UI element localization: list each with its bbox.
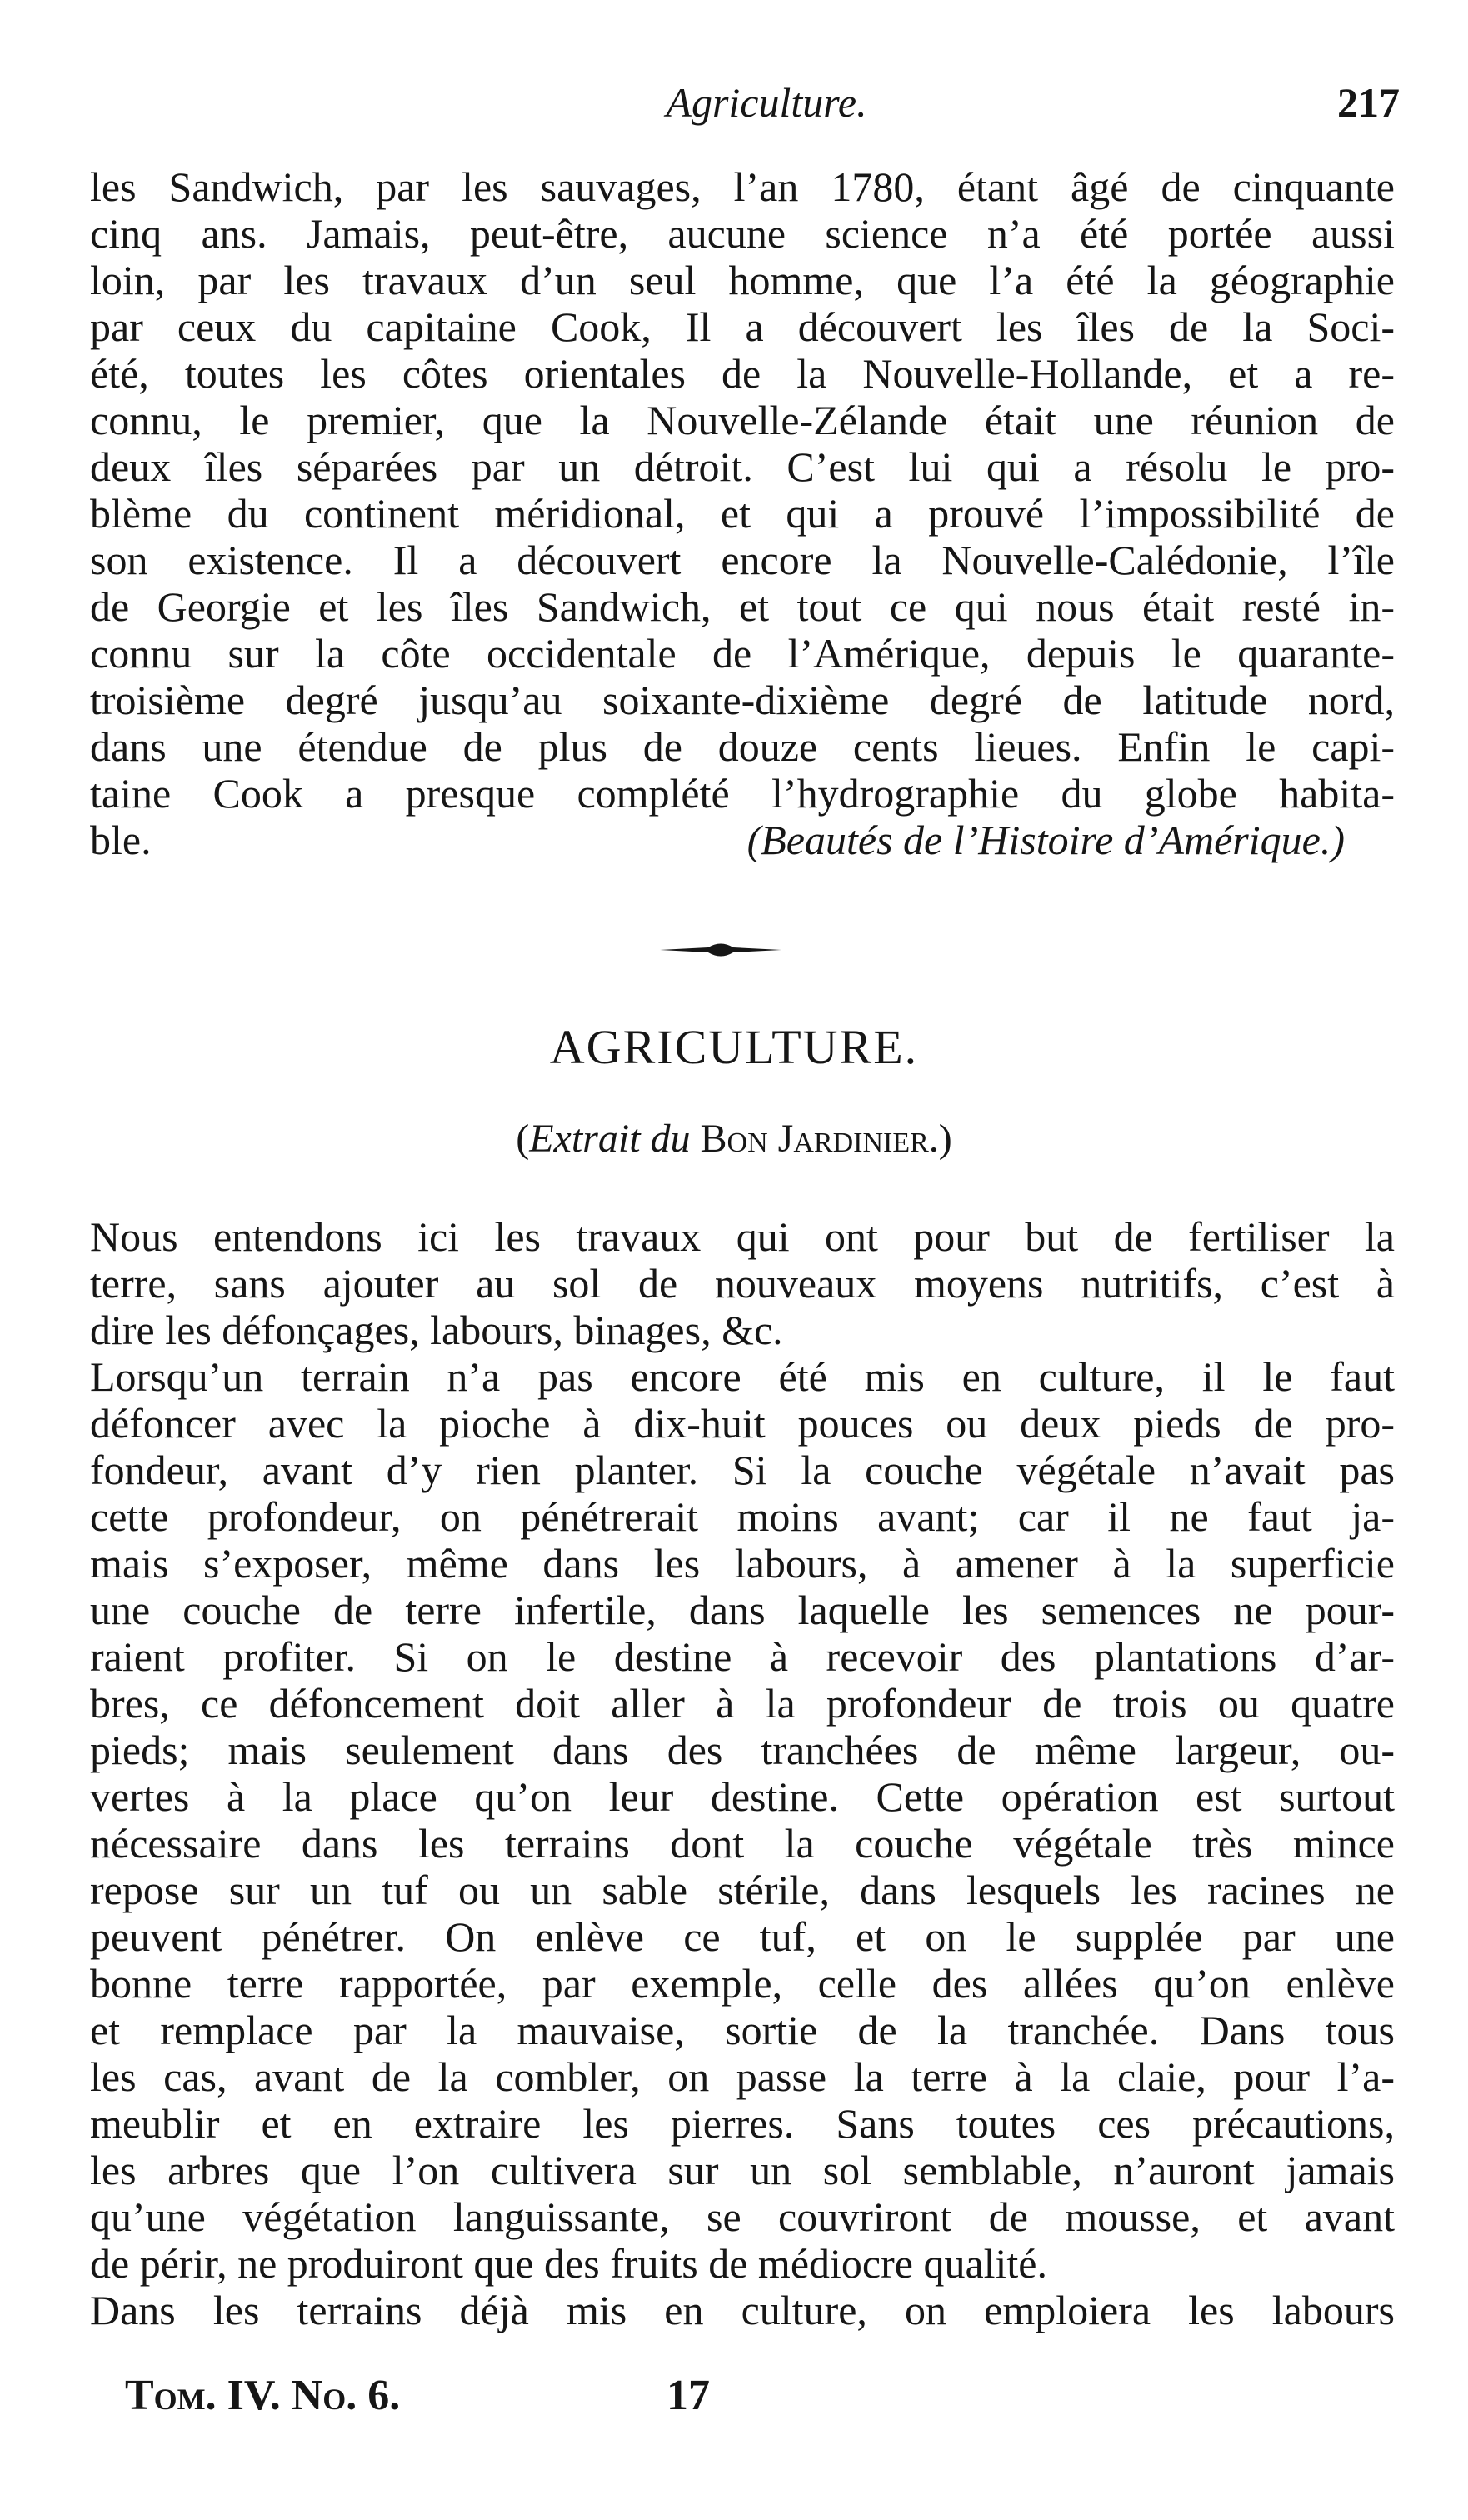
text-line: connu, le premier, que la Nouvelle-Zélande était une réunion de (90, 397, 1395, 443)
text-line: repose sur un tuf ou un sable stérile, dans lesquels les racines ne (90, 1867, 1395, 1913)
text-line: troisième degré jusqu’au soixante-dixième degré de latitude nord, (90, 677, 1395, 723)
subtitle-italic: Extrait du (529, 1117, 691, 1161)
text-line: Nous entendons ici les travaux qui ont pour but de fertiliser la (90, 1213, 1395, 1260)
text-line: terre, sans ajouter au sol de nouveaux moyens nutritifs, c’est à (90, 1260, 1395, 1307)
paragraph-1 (90, 1213, 1395, 1353)
text-line: une couche de terre infertile, dans laquelle les semences ne pour- (90, 1587, 1395, 1633)
gathering-number: 17 (667, 2372, 710, 2419)
section-divider-ornament (658, 940, 783, 960)
running-title: Agriculture. (666, 79, 867, 126)
text-line: les cas, avant de la combler, on passe la terre à la claie, pour l’a- (90, 2053, 1395, 2100)
text-line: blème du continent méridional, et qui a prouvé l’impossibilité de (90, 490, 1395, 537)
page-number: 217 (1337, 79, 1400, 126)
text-line: cinq ans. Jamais, peut-être, aucune science n’a été portée aussi (90, 210, 1395, 257)
text-line: vertes à la place qu’on leur destine. Cette opération est surtout (90, 1773, 1395, 1820)
text-line: défoncer avec la pioche à dix-huit pouces ou deux pieds de pro- (90, 1400, 1395, 1447)
text-line: son existence. Il a découvert encore la Nouvelle-Calédonie, l’île (90, 537, 1395, 583)
text-line: Lorsqu’un terrain n’a pas encore été mis en culture, il le faut (90, 1353, 1395, 1400)
subtitle-close-paren: .) (928, 1117, 952, 1161)
text-line: par ceux du capitaine Cook, Il a découvert les îles de la Soci- (90, 303, 1395, 350)
paragraph-2 (90, 1353, 1395, 2287)
text-line: pieds; mais seulement dans des tranchées de même largeur, ou- (90, 1727, 1395, 1773)
subtitle-open-paren: ( (516, 1117, 530, 1161)
text-line: mais s’exposer, même dans les labours, à amener à la superficie (90, 1540, 1395, 1587)
text-line: raient profiter. Si on le destine à recevoir des plantations d’ar- (90, 1633, 1395, 1680)
text-line: fondeur, avant d’y rien planter. Si la couche végétale n’avait pas (90, 1447, 1395, 1493)
text-line: Dans les terrains déjà mis en culture, on emploiera les labours (90, 2287, 1395, 2333)
paragraph-3 (90, 2287, 1395, 2333)
text-line: taine Cook a presque complété l’hydrographie du globe habita- (90, 770, 1395, 817)
text-line: les Sandwich, par les sauvages, l’an 1780, étant âgé de cinquante (90, 163, 1395, 210)
text-line: peuvent pénétrer. On enlève ce tuf, et on le supplée par une (90, 1913, 1395, 1960)
top-passage (90, 163, 1395, 863)
text-line: dans une étendue de plus de douze cents lieues. Enfin le capi- (90, 723, 1395, 770)
source-citation: (Beautés de l’Histoire d’Amérique.) (746, 817, 1345, 863)
text-line-end: ble. (90, 817, 152, 863)
text-line: de Georgie et les îles Sandwich, et tout ce qui nous était resté in- (90, 583, 1395, 630)
text-line: cette profondeur, on pénétrerait moins avant; car il ne faut ja- (90, 1493, 1395, 1540)
text-line: meublir et en extraire les pierres. Sans toutes ces précautions, (90, 2100, 1395, 2147)
closing-line (90, 817, 1395, 863)
text-line: nécessaire dans les terrains dont la couche végétale très mince (90, 1820, 1395, 1867)
text-line: les arbres que l’on cultivera sur un sol semblable, n’auront jamais (90, 2147, 1395, 2193)
text-line: loin, par les travaux d’un seul homme, que l’a été la géographie (90, 257, 1395, 303)
section-subtitle (0, 1112, 1468, 1166)
page-footer (125, 2367, 958, 2433)
text-line: de périr, ne produiront que des fruits de médiocre qualité. (90, 2240, 1047, 2287)
text-line: et remplace par la mauvaise, sortie de la tranchée. Dans tous (90, 2007, 1395, 2053)
text-line: qu’une végétation languissante, se couvriront de mousse, et avant (90, 2193, 1395, 2240)
section-title: AGRICULTURE. (549, 1020, 919, 1074)
subtitle-source: Bon Jardinier (700, 1117, 929, 1161)
text-line: été, toutes les côtes orientales de la Nouvelle-Hollande, et a re- (90, 350, 1395, 397)
text-line: deux îles séparées par un détroit. C’est lui qui a résolu le pro- (90, 443, 1395, 490)
running-head (133, 73, 1400, 132)
signature-mark: Tom. IV. No. 6. (125, 2372, 401, 2419)
text-line: dire les défonçages, labours, binages, &c. (90, 1307, 783, 1353)
text-line: bres, ce défoncement doit aller à la profondeur de trois ou quatre (90, 1680, 1395, 1727)
text-line: bonne terre rapportée, par exemple, celle des allées qu’on enlève (90, 1960, 1395, 2007)
text-line: connu sur la côte occidentale de l’Amérique, depuis le quarante- (90, 630, 1395, 677)
